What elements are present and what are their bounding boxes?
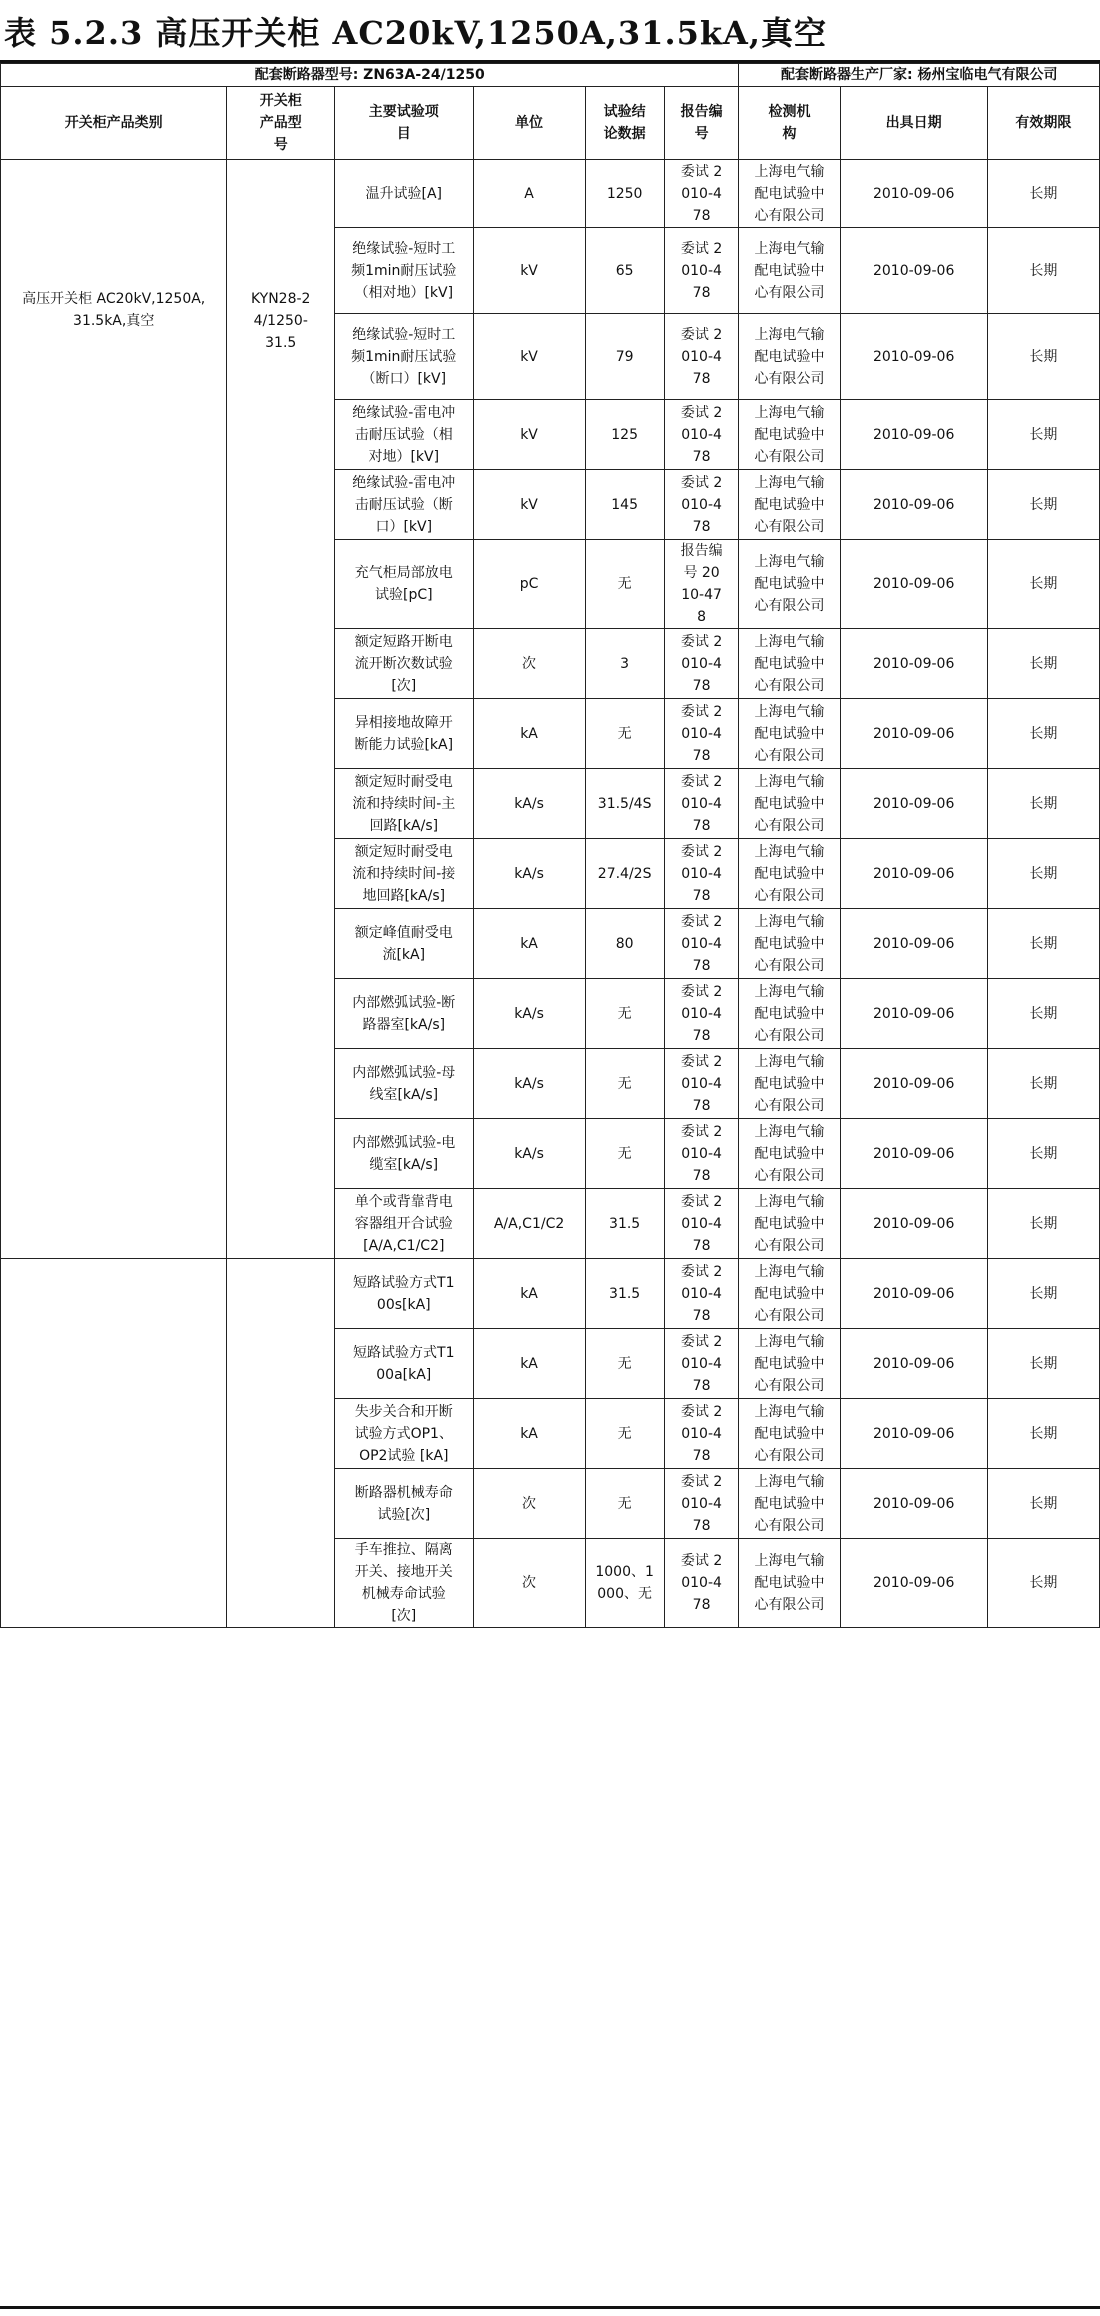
- report-number: 委试 2010-478: [664, 769, 739, 839]
- validity: 长期: [987, 839, 1099, 909]
- report-number: 委试 2010-478: [664, 1119, 739, 1189]
- result-data: 80: [585, 909, 664, 979]
- test-institute: 上海电气输配电试验中心有限公司: [739, 1329, 840, 1399]
- result-data: 79: [585, 314, 664, 400]
- test-institute: 上海电气输配电试验中心有限公司: [739, 699, 840, 769]
- result-data: 无: [585, 1119, 664, 1189]
- test-item: 温升试验[A]: [335, 160, 473, 228]
- result-data: 125: [585, 400, 664, 470]
- breaker-maker: 配套断路器生产厂家: 杨州宝临电气有限公司: [739, 64, 1100, 87]
- report-number: 委试 2010-478: [664, 909, 739, 979]
- product-model-empty: [227, 1259, 335, 1628]
- validity: 长期: [987, 1329, 1099, 1399]
- header-model: 开关柜产品型号: [227, 87, 335, 160]
- validity: 长期: [987, 1259, 1099, 1329]
- product-category: 高压开关柜 AC20kV,1250A,31.5kA,真空: [1, 160, 227, 1259]
- issue-date: 2010-09-06: [840, 1539, 987, 1628]
- test-item: 手车推拉、隔离开关、接地开关机械寿命试验[次]: [335, 1539, 473, 1628]
- result-data: 1000、1000、无: [585, 1539, 664, 1628]
- test-institute: 上海电气输配电试验中心有限公司: [739, 1189, 840, 1259]
- validity: 长期: [987, 769, 1099, 839]
- test-item: 额定短路开断电流开断次数试验[次]: [335, 629, 473, 699]
- unit: 次: [473, 1539, 585, 1628]
- result-data: 27.4/2S: [585, 839, 664, 909]
- test-institute: 上海电气输配电试验中心有限公司: [739, 839, 840, 909]
- unit: kA/s: [473, 839, 585, 909]
- page-title: 表 5.2.3 高压开关柜 AC20kV,1250A,31.5kA,真空: [4, 14, 827, 52]
- unit: A: [473, 160, 585, 228]
- test-item: 绝缘试验-短时工频1min耐压试验（相对地）[kV]: [335, 228, 473, 314]
- unit: 次: [473, 1469, 585, 1539]
- test-item: 异相接地故障开断能力试验[kA]: [335, 699, 473, 769]
- test-institute: 上海电气输配电试验中心有限公司: [739, 400, 840, 470]
- test-institute: 上海电气输配电试验中心有限公司: [739, 1539, 840, 1628]
- test-item: 绝缘试验-雷电冲击耐压试验（断口）[kV]: [335, 470, 473, 540]
- issue-date: 2010-09-06: [840, 769, 987, 839]
- result-data: 无: [585, 540, 664, 629]
- unit: kV: [473, 314, 585, 400]
- test-institute: 上海电气输配电试验中心有限公司: [739, 1399, 840, 1469]
- result-data: 无: [585, 1399, 664, 1469]
- result-data: 1250: [585, 160, 664, 228]
- validity: 长期: [987, 228, 1099, 314]
- header-data: 试验结论数据: [585, 87, 664, 160]
- issue-date: 2010-09-06: [840, 1119, 987, 1189]
- test-item: 失步关合和开断试验方式OP1、OP2试验 [kA]: [335, 1399, 473, 1469]
- table-row: [1, 160, 1100, 228]
- test-institute: 上海电气输配电试验中心有限公司: [739, 1469, 840, 1539]
- header-test: 主要试验项目: [335, 87, 473, 160]
- report-number: 委试 2010-478: [664, 1049, 739, 1119]
- test-institute: 上海电气输配电试验中心有限公司: [739, 769, 840, 839]
- unit: kA/s: [473, 1119, 585, 1189]
- unit: kA/s: [473, 979, 585, 1049]
- unit: kA: [473, 1399, 585, 1469]
- result-data: 31.5: [585, 1259, 664, 1329]
- issue-date: 2010-09-06: [840, 314, 987, 400]
- test-institute: 上海电气输配电试验中心有限公司: [739, 1259, 840, 1329]
- issue-date: 2010-09-06: [840, 839, 987, 909]
- test-institute: 上海电气输配电试验中心有限公司: [739, 314, 840, 400]
- product-model: KYN28-24/1250-31.5: [227, 160, 335, 1259]
- result-data: 3: [585, 629, 664, 699]
- test-institute: 上海电气输配电试验中心有限公司: [739, 629, 840, 699]
- unit: pC: [473, 540, 585, 629]
- validity: 长期: [987, 1539, 1099, 1628]
- unit: kA/s: [473, 769, 585, 839]
- unit: A/A,C1/C2: [473, 1189, 585, 1259]
- validity: 长期: [987, 629, 1099, 699]
- report-number: 委试 2010-478: [664, 1539, 739, 1628]
- validity: 长期: [987, 540, 1099, 629]
- report-number: 委试 2010-478: [664, 629, 739, 699]
- validity: 长期: [987, 1119, 1099, 1189]
- report-number: 委试 2010-478: [664, 314, 739, 400]
- test-results-table: [0, 63, 1100, 1628]
- issue-date: 2010-09-06: [840, 1189, 987, 1259]
- result-data: 无: [585, 699, 664, 769]
- test-item: 绝缘试验-短时工频1min耐压试验（断口）[kV]: [335, 314, 473, 400]
- issue-date: 2010-09-06: [840, 470, 987, 540]
- test-item: 内部燃弧试验-电缆室[kA/s]: [335, 1119, 473, 1189]
- result-data: 31.5: [585, 1189, 664, 1259]
- issue-date: 2010-09-06: [840, 699, 987, 769]
- test-item: 额定峰值耐受电流[kA]: [335, 909, 473, 979]
- test-institute: 上海电气输配电试验中心有限公司: [739, 228, 840, 314]
- test-item: 单个或背靠背电容器组开合试验[A/A,C1/C2]: [335, 1189, 473, 1259]
- report-number: 委试 2010-478: [664, 839, 739, 909]
- validity: 长期: [987, 1399, 1099, 1469]
- report-number: 委试 2010-478: [664, 1329, 739, 1399]
- report-number: 委试 2010-478: [664, 699, 739, 769]
- report-number: 委试 2010-478: [664, 470, 739, 540]
- report-number: 委试 2010-478: [664, 1469, 739, 1539]
- test-item: 内部燃弧试验-母线室[kA/s]: [335, 1049, 473, 1119]
- result-data: 无: [585, 1329, 664, 1399]
- test-item: 充气柜局部放电试验[pC]: [335, 540, 473, 629]
- validity: 长期: [987, 909, 1099, 979]
- test-item: 短路试验方式T100a[kA]: [335, 1329, 473, 1399]
- test-institute: 上海电气输配电试验中心有限公司: [739, 540, 840, 629]
- unit: kA: [473, 1259, 585, 1329]
- validity: 长期: [987, 470, 1099, 540]
- test-item: 绝缘试验-雷电冲击耐压试验（相对地）[kV]: [335, 400, 473, 470]
- breaker-model: 配套断路器型号: ZN63A-24/1250: [1, 64, 739, 87]
- validity: 长期: [987, 314, 1099, 400]
- unit: kA/s: [473, 1049, 585, 1119]
- report-number: 委试 2010-478: [664, 1259, 739, 1329]
- test-institute: 上海电气输配电试验中心有限公司: [739, 1049, 840, 1119]
- test-item: 内部燃弧试验-断路器室[kA/s]: [335, 979, 473, 1049]
- unit: kA: [473, 909, 585, 979]
- test-institute: 上海电气输配电试验中心有限公司: [739, 909, 840, 979]
- issue-date: 2010-09-06: [840, 909, 987, 979]
- header-row: [1, 87, 1100, 160]
- unit: kA: [473, 699, 585, 769]
- result-data: 无: [585, 1469, 664, 1539]
- validity: 长期: [987, 1189, 1099, 1259]
- result-data: 无: [585, 979, 664, 1049]
- issue-date: 2010-09-06: [840, 1469, 987, 1539]
- bottom-rule: [0, 2306, 1100, 2309]
- validity: 长期: [987, 400, 1099, 470]
- issue-date: 2010-09-06: [840, 400, 987, 470]
- validity: 长期: [987, 1469, 1099, 1539]
- product-category-empty: [1, 1259, 227, 1628]
- unit: kA: [473, 1329, 585, 1399]
- issue-date: 2010-09-06: [840, 1049, 987, 1119]
- test-institute: 上海电气输配电试验中心有限公司: [739, 1119, 840, 1189]
- test-item: 断路器机械寿命试验[次]: [335, 1469, 473, 1539]
- test-item: 短路试验方式T100s[kA]: [335, 1259, 473, 1329]
- header-category: 开关柜产品类别: [1, 87, 227, 160]
- report-number: 委试 2010-478: [664, 1399, 739, 1469]
- test-item: 额定短时耐受电流和持续时间-主回路[kA/s]: [335, 769, 473, 839]
- meta-row: [1, 64, 1100, 87]
- unit: kV: [473, 470, 585, 540]
- result-data: 31.5/4S: [585, 769, 664, 839]
- table-row: [1, 1259, 1100, 1329]
- unit: kV: [473, 228, 585, 314]
- header-org: 检测机构: [739, 87, 840, 160]
- header-report: 报告编号: [664, 87, 739, 160]
- issue-date: 2010-09-06: [840, 1329, 987, 1399]
- issue-date: 2010-09-06: [840, 540, 987, 629]
- test-institute: 上海电气输配电试验中心有限公司: [739, 160, 840, 228]
- result-data: 65: [585, 228, 664, 314]
- header-date: 出具日期: [840, 87, 987, 160]
- unit: 次: [473, 629, 585, 699]
- result-data: 无: [585, 1049, 664, 1119]
- report-number: 委试 2010-478: [664, 979, 739, 1049]
- issue-date: 2010-09-06: [840, 979, 987, 1049]
- report-number: 委试 2010-478: [664, 228, 739, 314]
- issue-date: 2010-09-06: [840, 228, 987, 314]
- validity: 长期: [987, 1049, 1099, 1119]
- report-number: 委试 2010-478: [664, 160, 739, 228]
- test-item: 额定短时耐受电流和持续时间-接地回路[kA/s]: [335, 839, 473, 909]
- report-number: 委试 2010-478: [664, 1189, 739, 1259]
- test-institute: 上海电气输配电试验中心有限公司: [739, 979, 840, 1049]
- header-validity: 有效期限: [987, 87, 1099, 160]
- validity: 长期: [987, 979, 1099, 1049]
- issue-date: 2010-09-06: [840, 160, 987, 228]
- test-institute: 上海电气输配电试验中心有限公司: [739, 470, 840, 540]
- validity: 长期: [987, 160, 1099, 228]
- unit: kV: [473, 400, 585, 470]
- issue-date: 2010-09-06: [840, 629, 987, 699]
- report-number: 报告编号 2010-478: [664, 540, 739, 629]
- header-unit: 单位: [473, 87, 585, 160]
- result-data: 145: [585, 470, 664, 540]
- issue-date: 2010-09-06: [840, 1259, 987, 1329]
- validity: 长期: [987, 699, 1099, 769]
- report-number: 委试 2010-478: [664, 400, 739, 470]
- issue-date: 2010-09-06: [840, 1399, 987, 1469]
